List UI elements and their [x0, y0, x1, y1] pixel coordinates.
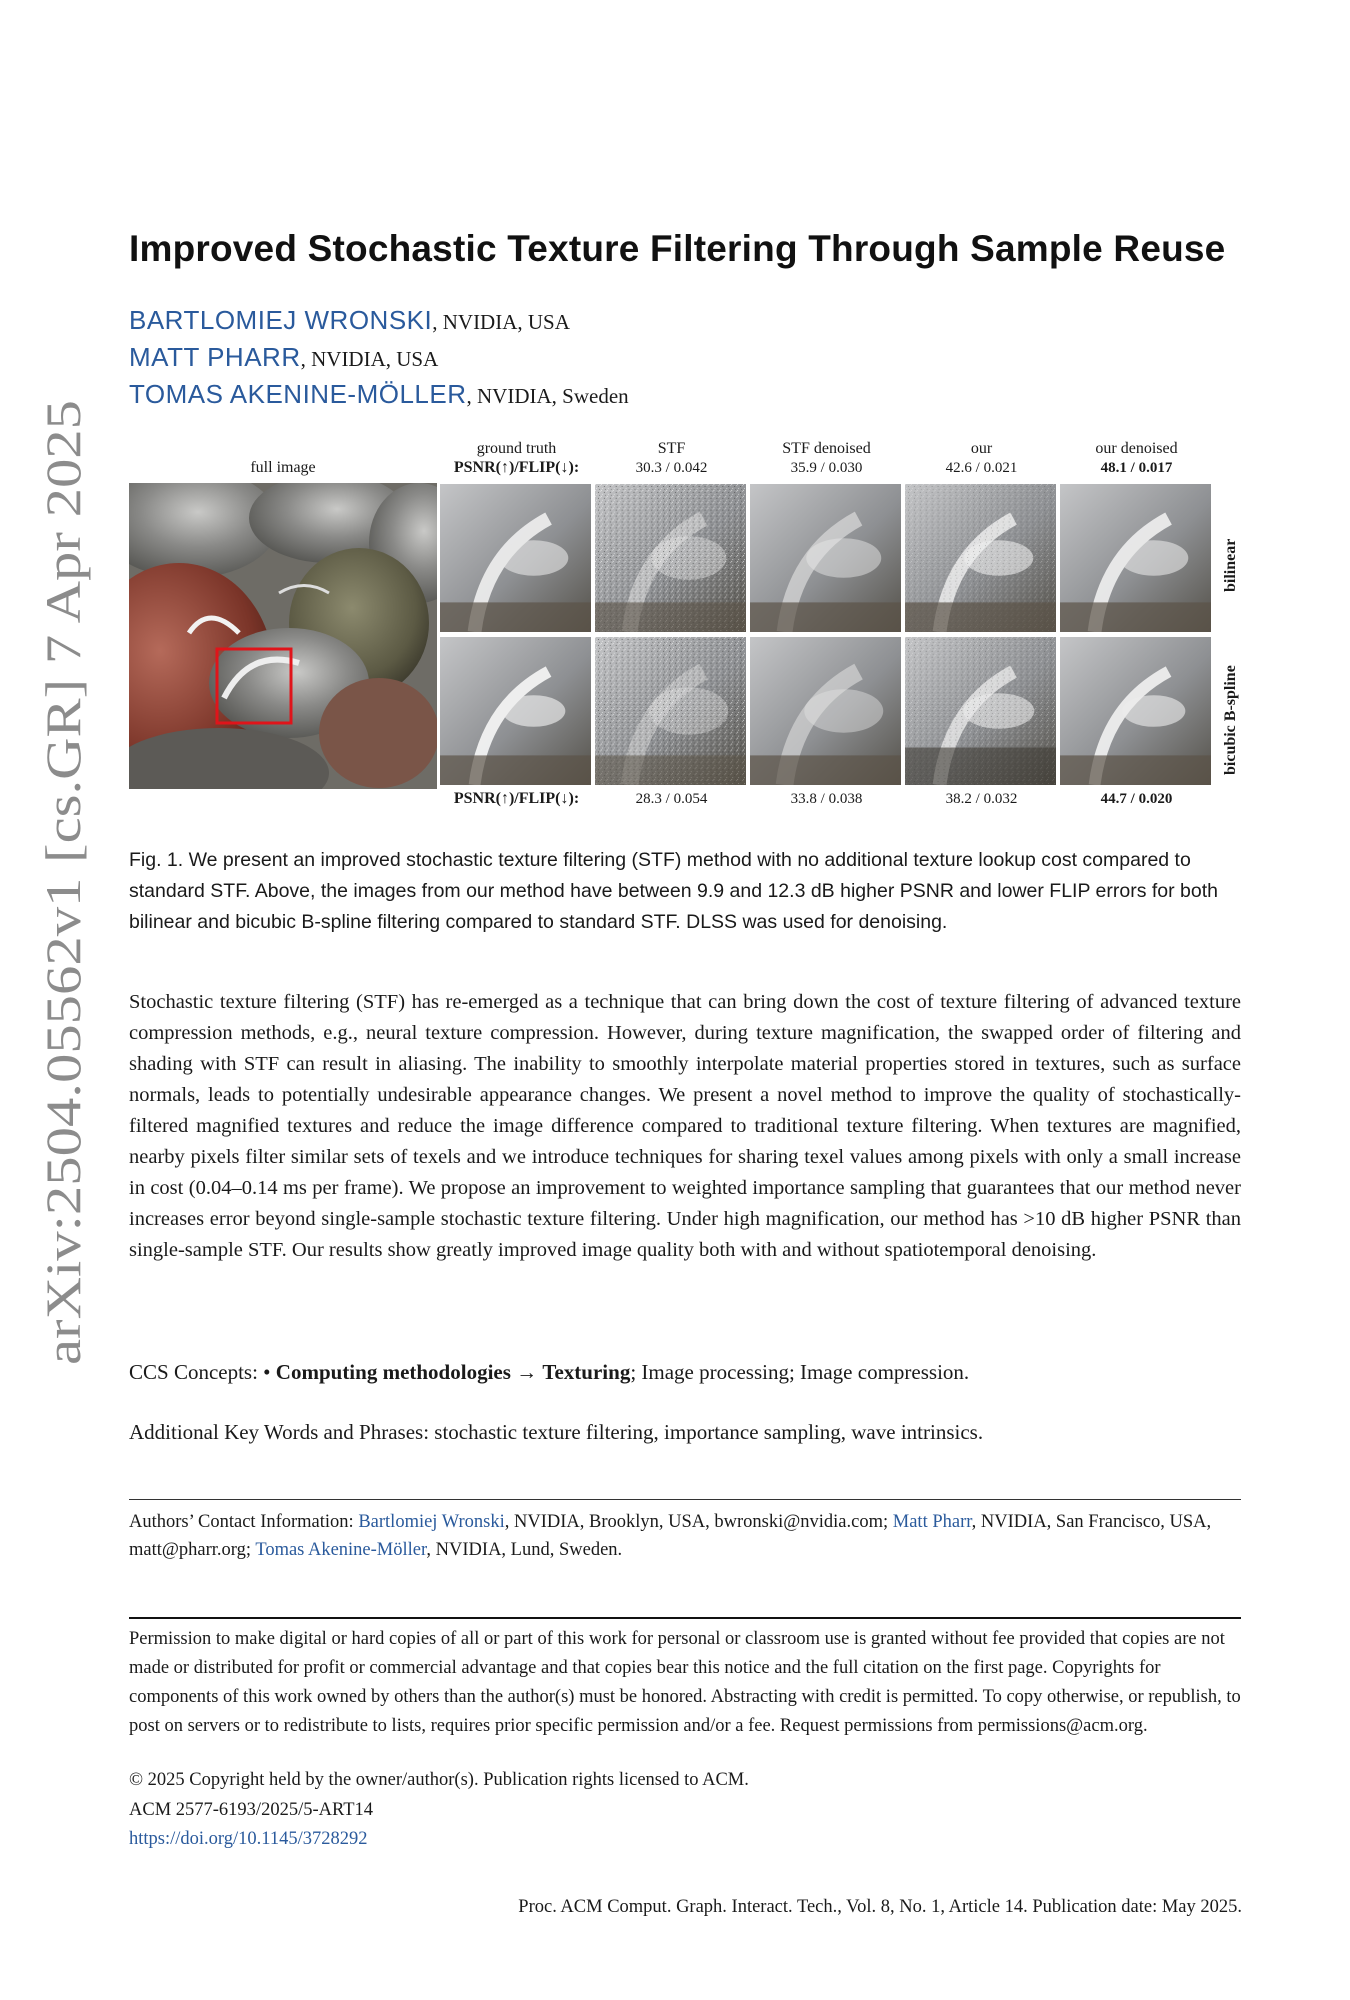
copyright-line: © 2025 Copyright held by the owner/author(s). Publication rights licensed to ACM.	[129, 1770, 749, 1790]
full-image-label: full image	[250, 459, 316, 476]
ccs-prefix: CCS Concepts: •	[129, 1360, 276, 1384]
thumb-bilinear-our-denoised	[1059, 483, 1212, 633]
author-1	[129, 305, 570, 336]
ccs-concepts	[129, 1360, 969, 1385]
col-label-ground-truth: ground truth	[476, 440, 557, 457]
contact-info	[129, 1508, 1241, 1564]
arxiv-stamp-text: arXiv:2504.05562v1 [cs.GR] 7 Apr 2025	[35, 542, 91, 1365]
contact-author-2-link[interactable]: Matt Pharr	[892, 1512, 972, 1532]
contact-author-3-details: , NVIDIA, Lund, Sweden.	[426, 1540, 623, 1560]
contact-author-2-details: , NVIDIA, San Francisco, USA, matt@pharr.org;	[129, 1512, 1212, 1560]
permission-divider	[129, 1617, 1241, 1619]
col-label-our-denoised: our denoised	[1095, 440, 1178, 457]
metric-bicubic-stf-denoised: 33.8 / 0.038	[790, 791, 863, 807]
contact-author-1-details: , NVIDIA, Brooklyn, USA, bwronski@nvidia.com;	[504, 1512, 893, 1532]
doi-link[interactable]: https://doi.org/10.1145/3728292	[129, 1829, 368, 1849]
paper-title: Improved Stochastic Texture Filtering Through Sample Reuse	[129, 228, 1226, 269]
ccs-texturing: Texturing	[542, 1360, 631, 1384]
author-2-name[interactable]: MATT PHARR	[129, 342, 301, 372]
figure-caption: Fig. 1. We present an improved stochastic texture filtering (STF) method with no additional texture lookup cost compared to standard STF. Above, the images from our method have between 9.9 and 12.3 dB higher PSNR and lower FLIP errors for both bilinear and bicubic B-spline filtering compared to standard STF. DLSS was used for denoising.	[129, 849, 1219, 933]
col-label-stf-denoised: STF denoised	[782, 440, 871, 457]
metric-bicubic-our: 38.2 / 0.032	[945, 791, 1018, 807]
metric-bilinear-stf: 30.3 / 0.042	[635, 460, 708, 476]
metric-bicubic-our-denoised: 44.7 / 0.020	[1100, 791, 1173, 807]
contact-divider	[129, 1499, 1241, 1500]
thumb-bilinear-our	[904, 483, 1057, 633]
thumb-bilinear-stf-denoised	[749, 483, 902, 633]
thumb-bicubic-stf	[594, 636, 747, 786]
arxiv-stamp	[18, 390, 98, 1370]
full-image	[129, 483, 437, 789]
metric-bilinear-our: 42.6 / 0.021	[945, 460, 1018, 476]
figure-1	[129, 440, 1249, 815]
author-2	[129, 342, 438, 373]
thumb-bicubic-ground-truth	[439, 636, 592, 786]
author-2-affiliation: , NVIDIA, USA	[300, 347, 439, 371]
ccs-rest: ; Image processing; Image compression.	[630, 1360, 970, 1384]
permission-notice: Permission to make digital or hard copies of all or part of this work for personal or classroom use is granted without fee provided that copies are not made or distributed for profit or commercial advantage and that copies bear this notice and the full citation on the first page. Copyrights for components of this work owned by others than the author(s) must be honored. Abstracting with credit is permitted. To copy otherwise, or republish, to post on servers or to redistribute to lists, requires prior specific permission and/or a fee. Request permissions from permissions@acm.org.	[129, 1629, 1241, 1736]
author-3	[129, 379, 629, 410]
ccs-computing-methodologies: Computing methodologies	[275, 1360, 511, 1384]
metric-bilinear-stf-denoised: 35.9 / 0.030	[790, 460, 863, 476]
thumb-bicubic-our	[904, 636, 1057, 786]
contact-author-1-link[interactable]: Bartlomiej Wronski	[358, 1512, 505, 1532]
author-1-affiliation: , NVIDIA, USA	[432, 310, 570, 334]
row-label-bicubic: bicubic B-spline	[1222, 665, 1239, 775]
author-1-name[interactable]: BARTLOMIEJ WRONSKI	[129, 305, 433, 335]
keywords: Additional Key Words and Phrases: stochastic texture filtering, importance sampling, wave intrinsics.	[129, 1420, 984, 1444]
col-label-our: our	[970, 440, 993, 457]
metric-label-top: PSNR(↑)/FLIP(↓):	[453, 459, 580, 476]
metric-bicubic-stf: 28.3 / 0.054	[635, 791, 708, 807]
author-3-name[interactable]: TOMAS AKENINE-MÖLLER	[129, 379, 467, 409]
col-label-stf: STF	[657, 440, 686, 457]
acm-number: ACM 2577-6193/2025/5-ART14	[129, 1800, 374, 1820]
metric-bilinear-our-denoised: 48.1 / 0.017	[1100, 460, 1173, 476]
contact-prefix: Authors’ Contact Information:	[129, 1512, 359, 1532]
ccs-arrow: →	[510, 1360, 543, 1384]
journal-footer: Proc. ACM Comput. Graph. Interact. Tech., Vol. 8, No. 1, Article 14. Publication date: May 2025.	[518, 1897, 1242, 1917]
author-3-affiliation: , NVIDIA, Sweden	[466, 384, 629, 408]
thumb-bicubic-stf-denoised	[749, 636, 902, 786]
thumb-bicubic-our-denoised	[1059, 636, 1212, 786]
row-label-bilinear: bilinear	[1222, 538, 1239, 592]
contact-author-3-link[interactable]: Tomas Akenine-Möller	[255, 1540, 427, 1560]
metric-label-bottom: PSNR(↑)/FLIP(↓):	[453, 790, 580, 807]
thumb-bilinear-stf	[594, 483, 747, 633]
thumb-bilinear-ground-truth	[439, 483, 592, 633]
abstract: Stochastic texture filtering (STF) has re-emerged as a technique that can bring down the cost of texture filtering of advanced texture compression methods, e.g., neural texture compression. However, during texture magnification, the swapped order of filtering and shading with STF can result in aliasing. The inability to smoothly interpolate material properties stored in textures, such as surface normals, leads to potentially undesirable appearance changes. We present a novel method to improve the quality of stochastically-filtered magnified textures and reduce the image difference compared to traditional texture filtering. When textures are magnified, nearby pixels filter similar sets of texels and we introduce techniques for sharing texel values among pixels with only a small increase in cost (0.04–0.14 ms per frame). We propose an improvement to weighted importance sampling that guarantees that our method never increases error beyond single-sample stochastic texture filtering. Under high magnification, our method has >10 dB higher PSNR than single-sample STF. Our results show greatly improved image quality both with and without spatiotemporal denoising.	[129, 991, 1241, 1261]
